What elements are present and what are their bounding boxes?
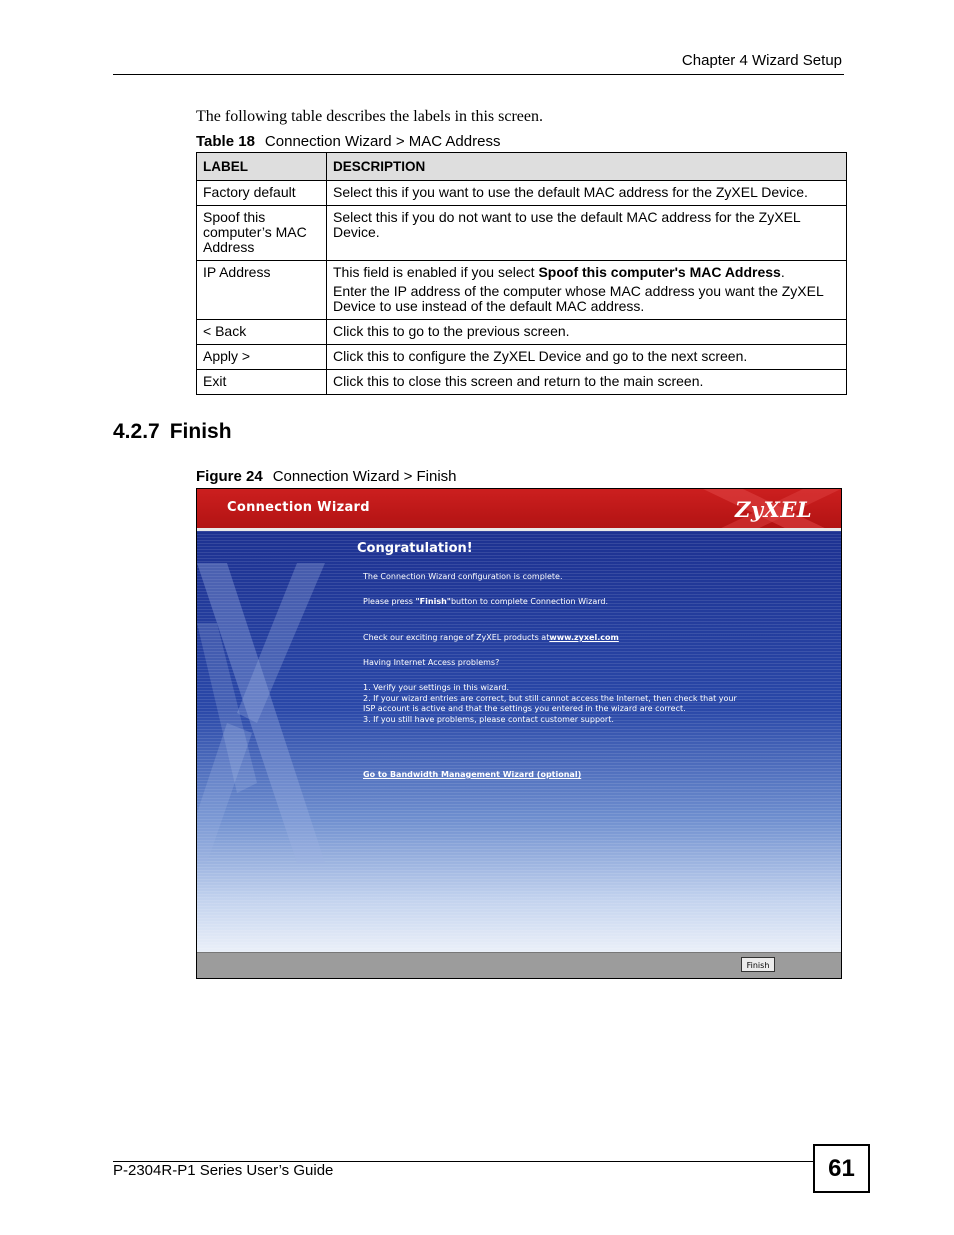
table-caption-label: Table 18 [196,133,255,150]
label-description-table [196,152,847,395]
step-2-text: 2. If your wizard entries are correct, but still cannot access the Internet, then check that your [363,694,737,703]
row-description-line: Enter the IP address of the computer whose MAC address you want the ZyXEL Device to use instead of the default MAC address. [333,283,824,314]
step-2-continued-text: ISP account is active and that the settings you entered in the wizard are correct. [363,704,686,713]
zyxel-website-link[interactable]: www.zyxel.com [549,633,619,642]
table-row [197,345,847,370]
table-caption-text: Connection Wizard > MAC Address [264,133,501,150]
row-description: Click this to go to the previous screen. [327,320,847,345]
page-number: 61 [813,1144,870,1193]
table-caption [196,133,500,150]
table-row [197,320,847,345]
row-description [327,261,847,320]
wizard-title: Connection Wizard [227,500,370,515]
section-number: 4.2.7 [113,420,160,443]
row-label: Exit [197,370,327,395]
row-label: Apply > [197,345,327,370]
connection-wizard-screenshot [196,488,842,979]
step-1-text: 1. Verify your settings in this wizard. [363,683,510,692]
figure-caption-text: Connection Wizard > Finish [272,468,457,485]
table-row [197,370,847,395]
column-header-description: DESCRIPTION [327,153,847,181]
figure-caption-label: Figure 24 [196,468,263,485]
figure-caption [196,468,457,485]
finish-button[interactable]: Finish [741,957,775,972]
congratulation-heading: Congratulation! [357,541,473,556]
table-row [197,206,847,261]
table-header-row [197,153,847,181]
complete-text: The Connection Wizard configuration is complete. [363,572,563,581]
x-watermark-icon [197,563,327,903]
problems-question: Having Internet Access problems? [363,658,500,667]
row-description: Select this if you want to use the default MAC address for the ZyXEL Device. [327,181,847,206]
row-label: < Back [197,320,327,345]
table-row [197,181,847,206]
bandwidth-wizard-link[interactable]: Go to Bandwidth Management Wizard (optional) [363,770,582,779]
intro-text: The following table describes the labels in this screen. [196,108,544,125]
table-row [197,261,847,320]
step-3-text: 3. If you still have problems, please contact customer support. [363,715,614,724]
row-label: Factory default [197,181,327,206]
column-header-label: LABEL [197,153,327,181]
row-description-line: This field is enabled if you select Spoof this computer's MAC Address. [333,264,785,280]
zyxel-logo: ZyXEL [735,497,813,522]
section-title: Finish [169,420,232,443]
row-description: Select this if you do not want to use the default MAC address for the ZyXEL Device. [327,206,847,261]
wizard-button-bar [197,952,841,978]
row-description: Click this to close this screen and return to the main screen. [327,370,847,395]
header-rule [113,74,844,75]
chapter-header: Chapter 4 Wizard Setup [681,52,842,69]
press-finish-text: Please press "Finish"button to complete Connection Wizard. [363,597,608,606]
row-label: Spoof this computer’s MAC Address [197,206,327,261]
products-text: Check our exciting range of ZyXEL products atwww.zyxel.com [363,633,619,642]
wizard-titlebar [197,489,841,531]
row-label: IP Address [197,261,327,320]
row-description: Click this to configure the ZyXEL Device and go to the next screen. [327,345,847,370]
section-heading [113,420,242,444]
guide-title: P-2304R-P1 Series User’s Guide [113,1162,334,1179]
